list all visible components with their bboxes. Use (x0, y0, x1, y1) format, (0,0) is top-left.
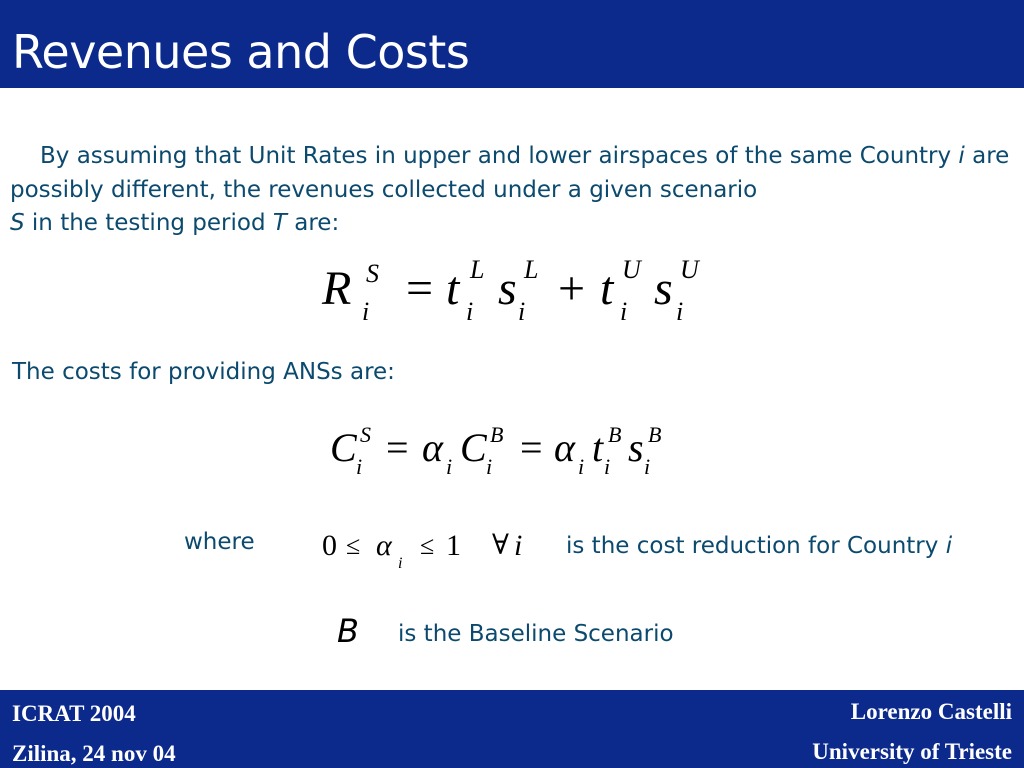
intro-var-i: i (958, 143, 965, 169)
footer-location-date: Zilina, 24 nov 04 (12, 741, 176, 766)
ineq-leq-1: ≤ (346, 531, 361, 560)
intro-paragraph (10, 140, 1010, 241)
revenue-equation (322, 255, 742, 335)
eq-t: t (592, 425, 604, 470)
baseline-symbol: B (337, 612, 359, 650)
baseline-text: is the Baseline Scenario (398, 621, 674, 647)
ineq-alpha: α (376, 529, 392, 562)
ineq-zero: 0 (322, 529, 337, 562)
eq-C2-sup: B (490, 422, 504, 447)
eq-C1-sub: i (356, 454, 363, 479)
ineq-one: 1 (446, 529, 461, 562)
eq-alpha2-sub: i (578, 454, 585, 479)
ineq-i: i (514, 529, 523, 562)
eq-t-sup: B (608, 422, 622, 447)
intro-text-3: in the testing period (31, 210, 266, 236)
eq-C1-sup: S (360, 422, 371, 447)
eq-alpha2: α (554, 425, 575, 470)
footer-author: Lorenzo Castelli (850, 699, 1012, 724)
footer-affiliation: University of Trieste (812, 739, 1012, 764)
eq-s1-sup: L (524, 255, 539, 284)
intro-var-s: S (10, 210, 25, 236)
eq-t1-sup: L (470, 255, 485, 284)
eq-cost-equals-1: = (386, 425, 409, 470)
cost-reduction-label: is the cost reduction for Country (566, 533, 939, 559)
ineq-forall: ∀ (492, 530, 509, 561)
eq-s1-sub: i (518, 297, 526, 326)
ineq-leq-2: ≤ (420, 531, 435, 560)
eq-t2-sub: i (620, 297, 628, 326)
eq-t2: t (600, 262, 614, 315)
eq-s2-sub: i (676, 297, 684, 326)
eq-R-sup: S (366, 259, 379, 288)
eq-t-sub: i (604, 454, 611, 479)
eq-C2: C (460, 425, 487, 470)
intro-text-1: By assuming that Unit Rates in upper and lower airspaces of the same Country (40, 143, 952, 169)
eq-t1-sub: i (466, 297, 474, 326)
costs-intro: The costs for providing ANSs are: (12, 359, 395, 385)
eq-R: R (322, 262, 352, 315)
eq-R-sub: i (362, 297, 370, 326)
intro-text-4: are: (294, 210, 340, 236)
eq-t2-sup: U (622, 255, 641, 284)
eq-cost-equals-2: = (520, 425, 543, 470)
ineq-alpha-sub: i (398, 555, 403, 572)
slide-title: Revenues and Costs (12, 25, 470, 79)
cost-reduction-var: i (945, 533, 953, 559)
eq-s2: s (654, 262, 673, 315)
eq-s-sub: i (644, 454, 651, 479)
intro-text-2: are possibly different, the revenues collected under a given scenario (10, 143, 1010, 203)
eq-alpha1: α (422, 425, 443, 470)
where-label: where (184, 529, 255, 555)
eq-s: s (628, 425, 644, 470)
eq-s2-sup: U (680, 255, 699, 284)
eq-plus: + (558, 262, 586, 315)
eq-s-sup: B (648, 422, 662, 447)
eq-s1: s (498, 262, 517, 315)
eq-equals: = (406, 262, 434, 315)
eq-t1: t (446, 262, 460, 315)
eq-alpha1-sub: i (446, 454, 453, 479)
eq-C2-sub: i (486, 454, 493, 479)
cost-reduction-text (566, 530, 952, 562)
cost-equation (330, 420, 750, 500)
eq-C1: C (330, 425, 357, 470)
footer-conference: ICRAT 2004 (12, 701, 136, 726)
intro-var-t: T (272, 210, 287, 236)
